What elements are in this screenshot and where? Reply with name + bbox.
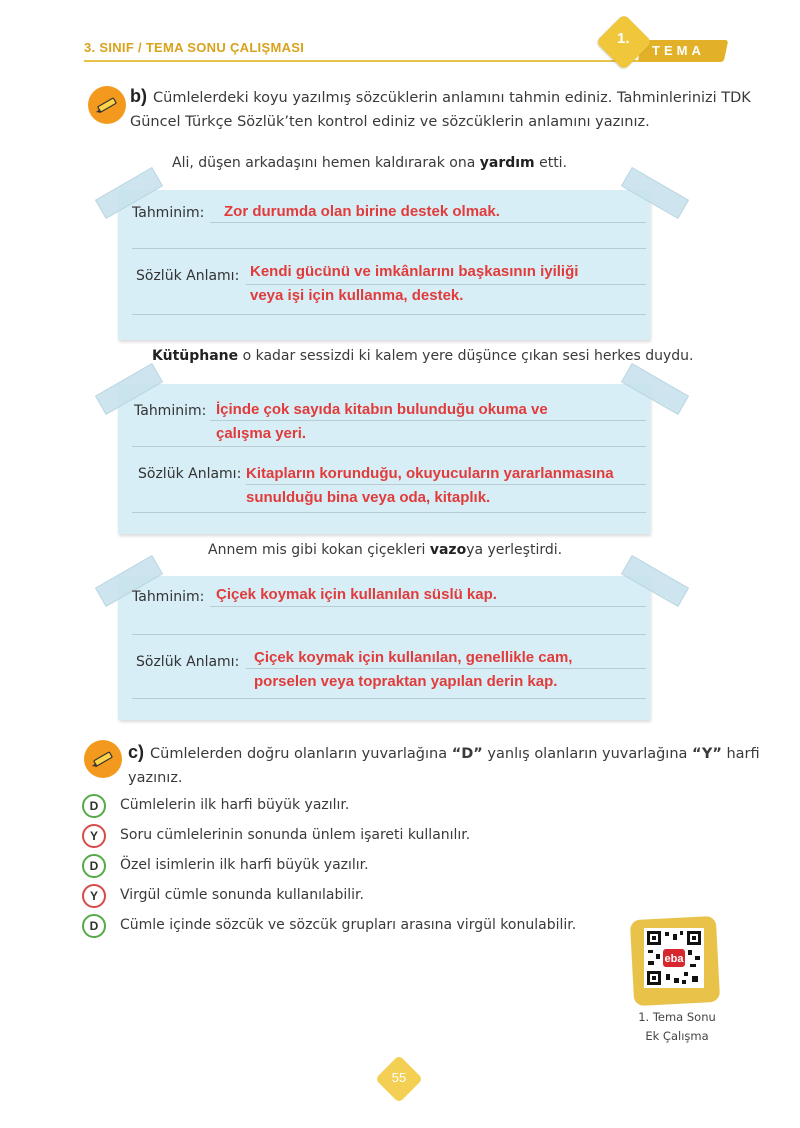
dictionary-answer-3-line1: Çiçek koymak için kullanılan, genellikle cam, (254, 649, 573, 666)
dictionary-label: Sözlük Anlamı: (136, 268, 240, 284)
section-c-instruction-line1: Cümlelerden doğru olanların yuvarlağına “D” yanlış olanların yuvarlağına “Y” harfi (150, 746, 760, 762)
writing-line (132, 634, 646, 635)
dictionary-label: Sözlük Anlamı: (138, 466, 242, 482)
page-number: 55 (391, 1070, 407, 1085)
page-header-title: 3. SINIF / TEMA SONU ÇALIŞMASI (84, 40, 305, 55)
qr-caption-line1: 1. Tema Sonu (638, 1010, 716, 1024)
answer-circle[interactable]: D (82, 854, 106, 878)
dictionary-answer-1-line1: Kendi gücünü ve imkânlarını başkasının iyiliği (250, 263, 579, 280)
writing-line (132, 446, 646, 447)
writing-line (246, 668, 646, 669)
eba-logo: eba (664, 953, 684, 965)
guess-label: Tahminim: (132, 589, 205, 605)
section-b-instruction-line1: Cümlelerdeki koyu yazılmış sözcüklerin anlamını tahmin ediniz. Tahminlerinizi TDK (153, 90, 751, 106)
writing-line (210, 420, 646, 421)
writing-line (210, 222, 646, 223)
dictionary-label: Sözlük Anlamı: (136, 654, 240, 670)
statement-text: Özel isimlerin ilk harfi büyük yazılır. (120, 857, 369, 873)
statement-text: Virgül cümle sonunda kullanılabilir. (120, 887, 364, 903)
answer-circle[interactable]: Y (82, 824, 106, 848)
writing-line (210, 606, 646, 607)
dictionary-answer-1-line2: veya işi için kullanma, destek. (250, 287, 464, 304)
answer-circle[interactable]: D (82, 794, 106, 818)
example-sentence-1: Ali, düşen arkadaşını hemen kaldırarak ona yardım etti. (172, 155, 568, 171)
writing-line (132, 314, 646, 315)
section-b-instruction-line2: Güncel Türkçe Sözlük’ten kontrol ediniz ve sözcüklerin anlamını yazınız. (130, 114, 650, 130)
qr-code[interactable] (644, 928, 704, 988)
statement-text: Cümle içinde sözcük ve sözcük grupları arasına virgül konulabilir. (120, 917, 577, 933)
writing-line (132, 512, 646, 513)
writing-line (246, 484, 646, 485)
mark-d: “D” (451, 746, 483, 762)
bold-word: Kütüphane (152, 348, 239, 364)
example-sentence-3: Annem mis gibi kokan çiçekleri vazoya yerleştirdi. (208, 542, 563, 558)
guess-answer-1: Zor durumda olan birine destek olmak. (224, 203, 500, 220)
tema-number: 1. (617, 30, 630, 47)
section-c-letter: c) (128, 742, 145, 762)
section-c-instruction-line2: yazınız. (128, 770, 183, 786)
qr-caption-line2: Ek Çalışma (645, 1029, 709, 1043)
bold-word: yardım (479, 155, 535, 171)
writing-line (132, 698, 646, 699)
pencil-icon (88, 86, 126, 124)
bold-word: vazo (429, 542, 467, 558)
guess-label: Tahminim: (132, 205, 205, 221)
answer-circle[interactable]: Y (82, 884, 106, 908)
example-sentence-2: Kütüphane o kadar sessizdi ki kalem yere düşünce çıkan sesi herkes duydu. (152, 348, 694, 364)
writing-line (246, 284, 646, 285)
mark-y: “Y” (692, 746, 722, 762)
guess-answer-2-line2: çalışma yeri. (216, 425, 307, 442)
dictionary-answer-3-line2: porselen veya topraktan yapılan derin kap. (254, 673, 558, 690)
dictionary-answer-2-line2: sunulduğu bina veya oda, kitaplık. (246, 489, 491, 506)
statement-text: Cümlelerin ilk harfi büyük yazılır. (120, 797, 350, 813)
pencil-icon (84, 740, 122, 778)
header-divider (84, 60, 644, 62)
guess-answer-3: Çiçek koymak için kullanılan süslü kap. (216, 586, 497, 603)
guess-answer-2-line1: İçinde çok sayıda kitabın bulunduğu okuma ve (216, 401, 548, 418)
section-b-letter: b) (130, 86, 147, 106)
statement-text: Soru cümlelerinin sonunda ünlem işareti kullanılır. (120, 827, 471, 843)
dictionary-answer-2-line1: Kitapların korunduğu, okuyucuların yararlanmasına (246, 465, 614, 482)
answer-circle[interactable]: D (82, 914, 106, 938)
guess-label: Tahminim: (134, 403, 207, 419)
writing-line (132, 248, 646, 249)
tema-label: TEMA (652, 43, 705, 58)
